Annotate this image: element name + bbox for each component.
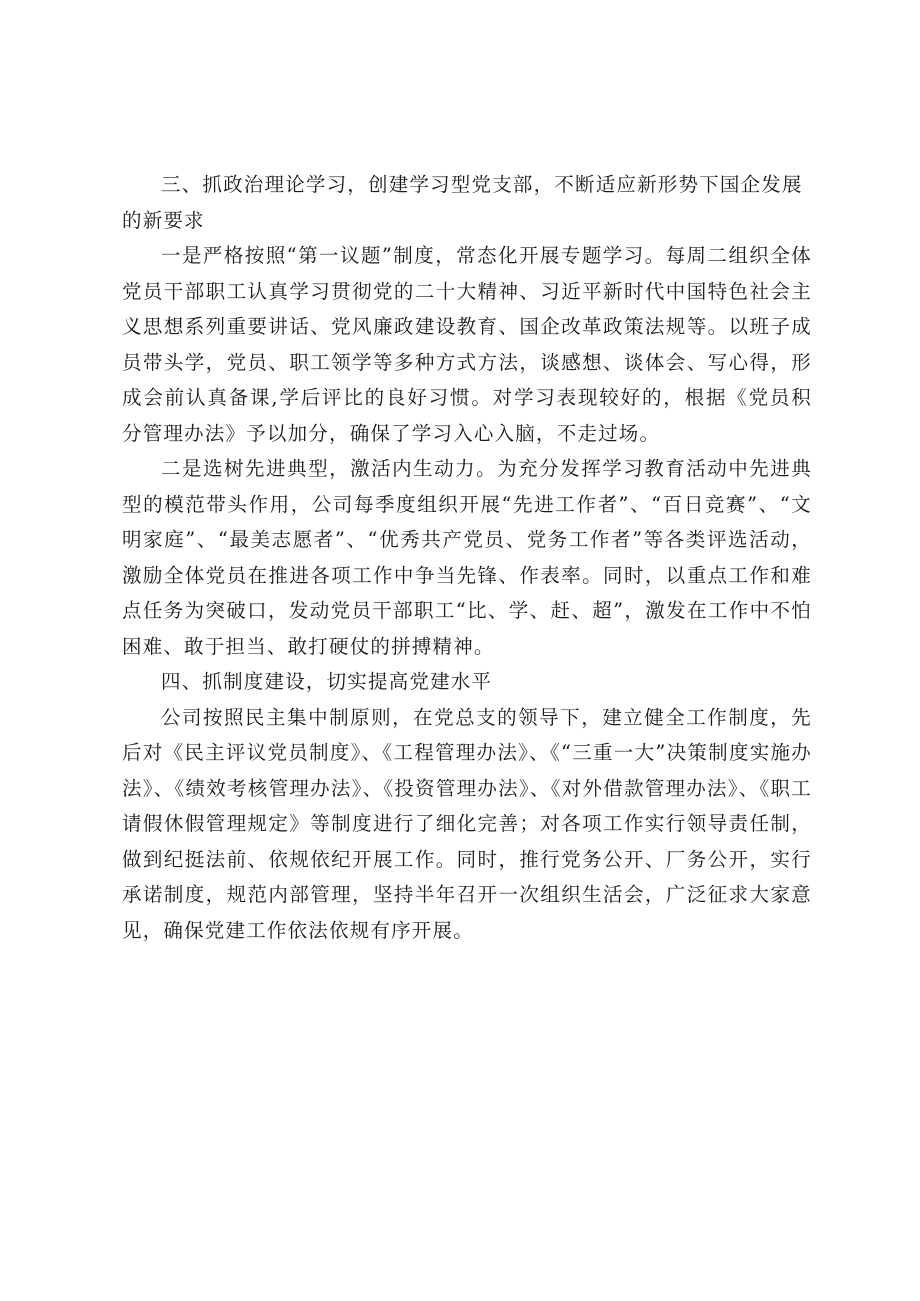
paragraph-system-building: 公司按照民主集中制原则，在党总支的领导下，建立健全工作制度，先后对《民主评议党员制度》、《工程管理办法》、《“三重一大”决策制度实施办法》、《绩效考核管理办法》、《投资管理办法》、《对外借款管理办法》、《职工请假休假管理规定》等制度进行了细化完善；对各项工作实行领导责任制，做到纪挺法前、依规依纪开展工作。同时，推行党务公开、厂务公开，实行承诺制度，规范内部管理，坚持半年召开一次组织生活会，广泛征求大家意见，确保党建工作依法依规有序开展。 <box>122 705 812 942</box>
paragraph-advanced-models: 二是选树先进典型，激活内生动力。为充分发挥学习教育活动中先进典型的模范带头作用，公司每季度组织开展“先进工作者”、“百日竞赛”、“文明家庭”、“最美志愿者”、“优秀共产党员、党务工作者”等各类评选活动，激励全体党员在推进各项工作中争当先锋、作表率。同时，以重点工作和难点任务为突破口，发动党员干部职工“比、学、赶、超”，激发在工作中不怕困难、敢于担当、敢打硬仗的拼搏精神。 <box>122 457 812 658</box>
section-heading-4: 四、抓制度建设，切实提高党建水平 <box>161 670 493 693</box>
paragraph-first-topic-study: 一是严格按照“第一议题”制度，常态化开展专题学习。每周二组织全体党员干部职工认真学习贯彻党的二十大精神、习近平新时代中国特色社会主义思想系列重要讲话、党风廉政建设教育、国企改革政策法规等。以班子成员带头学，党员、职工领学等多种方式方法，谈感想、谈体会、写心得，形成会前认真备课,学后评比的良好习惯。对学习表现较好的，根据《党员积分管理办法》予以加分，确保了学习入心入脑，不走过场。 <box>122 244 812 445</box>
document-body <box>122 167 812 948</box>
section-heading-3: 三、抓政治理论学习，创建学习型党支部，不断适应新形势下国企发展的新要求 <box>122 173 803 232</box>
